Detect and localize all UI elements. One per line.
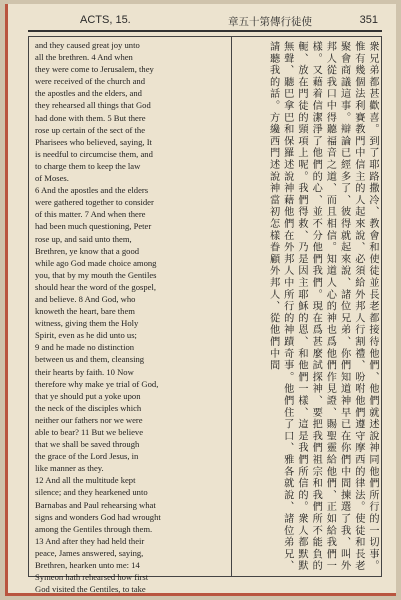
english-line: had done with them. 5 But there	[35, 112, 146, 123]
english-line: the apostles and the elders, and	[35, 88, 142, 99]
chinese-text: 衆兄弟都甚歡喜。到了耶路撒冷、教會和使徒並長老都接待他們、他們就述說神同他們所行的一切事。惟有幾個法利賽教門中信主的人起來說、必須給外邦人行割禮、吩咐他們遵守摩西的律法。使徒和長老聚會商議這事。辯論已經多了、彼得就起來說、諸位兄弟、你們知道神早已在你們中間揀選了我、叫外邦人從我口中得聽福音之道、而且相信。知道人心的神也爲他們作見證、賜聖靈給他們、正如給我們一樣。又藉着信潔淨了他們的心、並不分他們我們。現在爲甚麼試探神、要把我們祖宗和我們所不能負的軛、放在門徒的頸項上呢。我們得救、乃是因主耶穌的恩、和他們一樣、這是我們所信的。衆人都默默無聲、聽巴拿巴和保羅述說神藉他們在外邦人中所行的神蹟奇事。他們住了口、雅各就說、諸位弟兄、請聽我的話。方纔西門述說神當初怎樣眷顧外邦人、從他們中間	[267, 41, 378, 572]
english-line: therefore why make ye trial of God,	[35, 378, 159, 389]
chinese-column	[235, 41, 379, 574]
english-line: neither our fathers nor we were	[35, 414, 143, 425]
english-line: Brethren, ye know that a good	[35, 245, 140, 256]
english-line: all the brethren. 4 And when	[35, 52, 133, 63]
page-header	[22, 12, 384, 30]
english-line: able to bear? 11 But we believe	[35, 427, 144, 437]
english-line: 9 and he made no distinction	[35, 342, 135, 353]
english-line: 13 And after they had held their	[35, 535, 145, 546]
english-line: rose up certain of the sect of the	[35, 124, 146, 135]
english-line: among the Gentiles through them.	[35, 523, 153, 534]
english-line: the grace of the Lord Jesus, in	[35, 451, 139, 462]
english-line: Spirit, even as he did unto us;	[35, 330, 137, 341]
text-frame	[28, 36, 382, 595]
english-line: signs and wonders God had wrought	[35, 511, 161, 522]
english-line: Symeon hath rehearsed how first	[35, 572, 149, 583]
column-divider	[231, 37, 232, 576]
english-line: they rehearsed all things that God	[35, 100, 151, 111]
english-line: were received of the church and	[35, 76, 145, 87]
english-column	[35, 39, 221, 595]
english-line: of this matter. 7 And when there	[35, 209, 146, 220]
english-line: witness, giving them the Holy	[35, 318, 139, 329]
english-line: they were come to Jerusalem, they	[35, 64, 154, 75]
header-rule	[28, 30, 382, 32]
english-line: between us and them, cleansing	[35, 354, 145, 365]
english-line: silence; and they hearkened unto	[35, 487, 148, 498]
chinese-running-title: 章五十第傳行徒使	[228, 16, 312, 28]
english-line: 6 And the apostles and the elders	[35, 185, 149, 196]
english-line: knoweth the heart, bare them	[35, 306, 135, 317]
english-line: like manner as they.	[35, 463, 104, 474]
english-line: that we shall be saved through	[35, 439, 140, 450]
english-line: while ago God made choice among	[35, 257, 157, 268]
english-line: rose up, and said unto them,	[35, 233, 132, 244]
english-line: the neck of the disciples which	[35, 402, 142, 413]
english-line: peace, James answered, saying,	[35, 547, 144, 558]
english-line: and believe. 8 And God, who	[35, 293, 136, 304]
english-line: Brethren, hearken unto me: 14	[35, 560, 140, 571]
english-line: Pharisees who believed, saying, It	[35, 136, 152, 147]
english-line: God visited the Gentiles, to take	[35, 584, 146, 595]
english-line: should hear the word of the gospel,	[35, 281, 157, 292]
english-line: 12 And all the multitude kept	[35, 475, 136, 486]
english-line: to charge them to keep the law	[35, 160, 141, 171]
english-line: had been much questioning, Peter	[35, 221, 152, 232]
english-line: Barnabas and Paul rehearsing what	[35, 499, 156, 510]
book-page	[5, 4, 396, 596]
english-line: is needful to circumcise them, and	[35, 148, 153, 159]
page-number: 351	[359, 14, 378, 26]
english-line: and they caused great joy unto	[35, 40, 140, 50]
chapter-reference: ACTS, 15.	[80, 14, 131, 26]
english-line: their hearts by faith. 10 Now	[35, 366, 134, 377]
english-line: were gathered together to consider	[35, 197, 154, 208]
english-line: of Moses.	[35, 173, 69, 184]
english-line: that ye should put a yoke upon	[35, 390, 141, 401]
english-line: you, that by my mouth the Gentiles	[35, 269, 157, 280]
